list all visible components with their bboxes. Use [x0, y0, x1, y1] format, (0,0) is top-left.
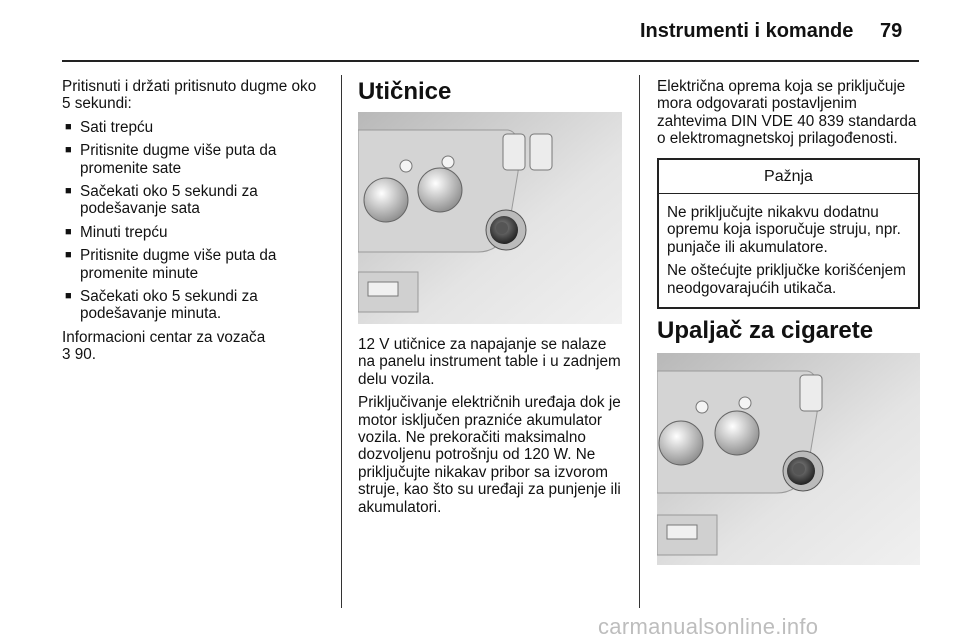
list-item: ■ Sačekati oko 5 sekundi za podešavanje minuta.: [62, 288, 328, 323]
intro-text: Pritisnuti i držati pritisnuto dugme oko 5 sekundi:: [62, 78, 317, 113]
column-2: [358, 78, 622, 522]
caution-box: [657, 158, 920, 309]
sockets-para-1: 12 V utičnice za napajanje se nalaze na panelu instrument table i u zadnjem delu vozila.: [358, 336, 621, 388]
list-item: ■ Pritisnite dugme više puta da promenite minute: [62, 247, 328, 282]
section-heading-lighter: Upaljač za cigarete: [657, 317, 874, 345]
cigarette-lighter-illustration: [657, 353, 920, 565]
column-3: [657, 78, 920, 565]
reference-page: 90.: [74, 346, 97, 364]
column-divider-2: [639, 75, 640, 608]
header-rule: [62, 60, 919, 62]
list-item: ■ Sačekati oko 5 sekundi za podešavanje sata: [62, 183, 328, 218]
steps-list: [62, 119, 328, 323]
sockets-para-2: Priključivanje električnih uređaja dok je motor isključen prazniće akumulator vozila. Ne prekoračiti maksimalno dozvoljenu potrošnju od 120 W. Ne priključujte nikakav pribor sa izvorom struje, kao što su uređaji za punjenje ili akumulatori.: [358, 394, 621, 516]
arrow-reference-icon: 3: [62, 346, 71, 364]
caution-text-1: Ne priključujte nikakvu dodatnu opremu koja isporučuje struju, npr. punjače ili akumulatore.: [667, 204, 901, 256]
section-heading-sockets: Utičnice: [358, 78, 452, 105]
caution-title: Pažnja: [659, 160, 918, 194]
column-1: [62, 78, 328, 370]
page-reference-link[interactable]: [62, 346, 328, 363]
power-socket-illustration: [358, 112, 622, 324]
caution-body: [659, 194, 918, 307]
watermark-text: carmanualsonline.info: [598, 614, 819, 639]
reference-text: Informacioni centar za vozača: [62, 328, 266, 346]
equipment-para: Električna oprema koja se priključuje mora odgovarati postavljenim zahtevima DIN VDE 40 839 standarda o elektromagnetskoj prilagođenosti.: [657, 78, 917, 148]
page-header-title: Instrumenti i komande: [640, 20, 854, 42]
list-item: ■ Minuti trepću: [62, 224, 328, 241]
column-divider-1: [341, 75, 342, 608]
caution-text-2: Ne oštećujte priključke korišćenjem neodgovarajućih utikača.: [667, 262, 906, 297]
page-number: 79: [880, 20, 903, 42]
list-item: ■ Sati trepću: [62, 119, 328, 136]
list-item: ■ Pritisnite dugme više puta da promenite sate: [62, 142, 328, 177]
